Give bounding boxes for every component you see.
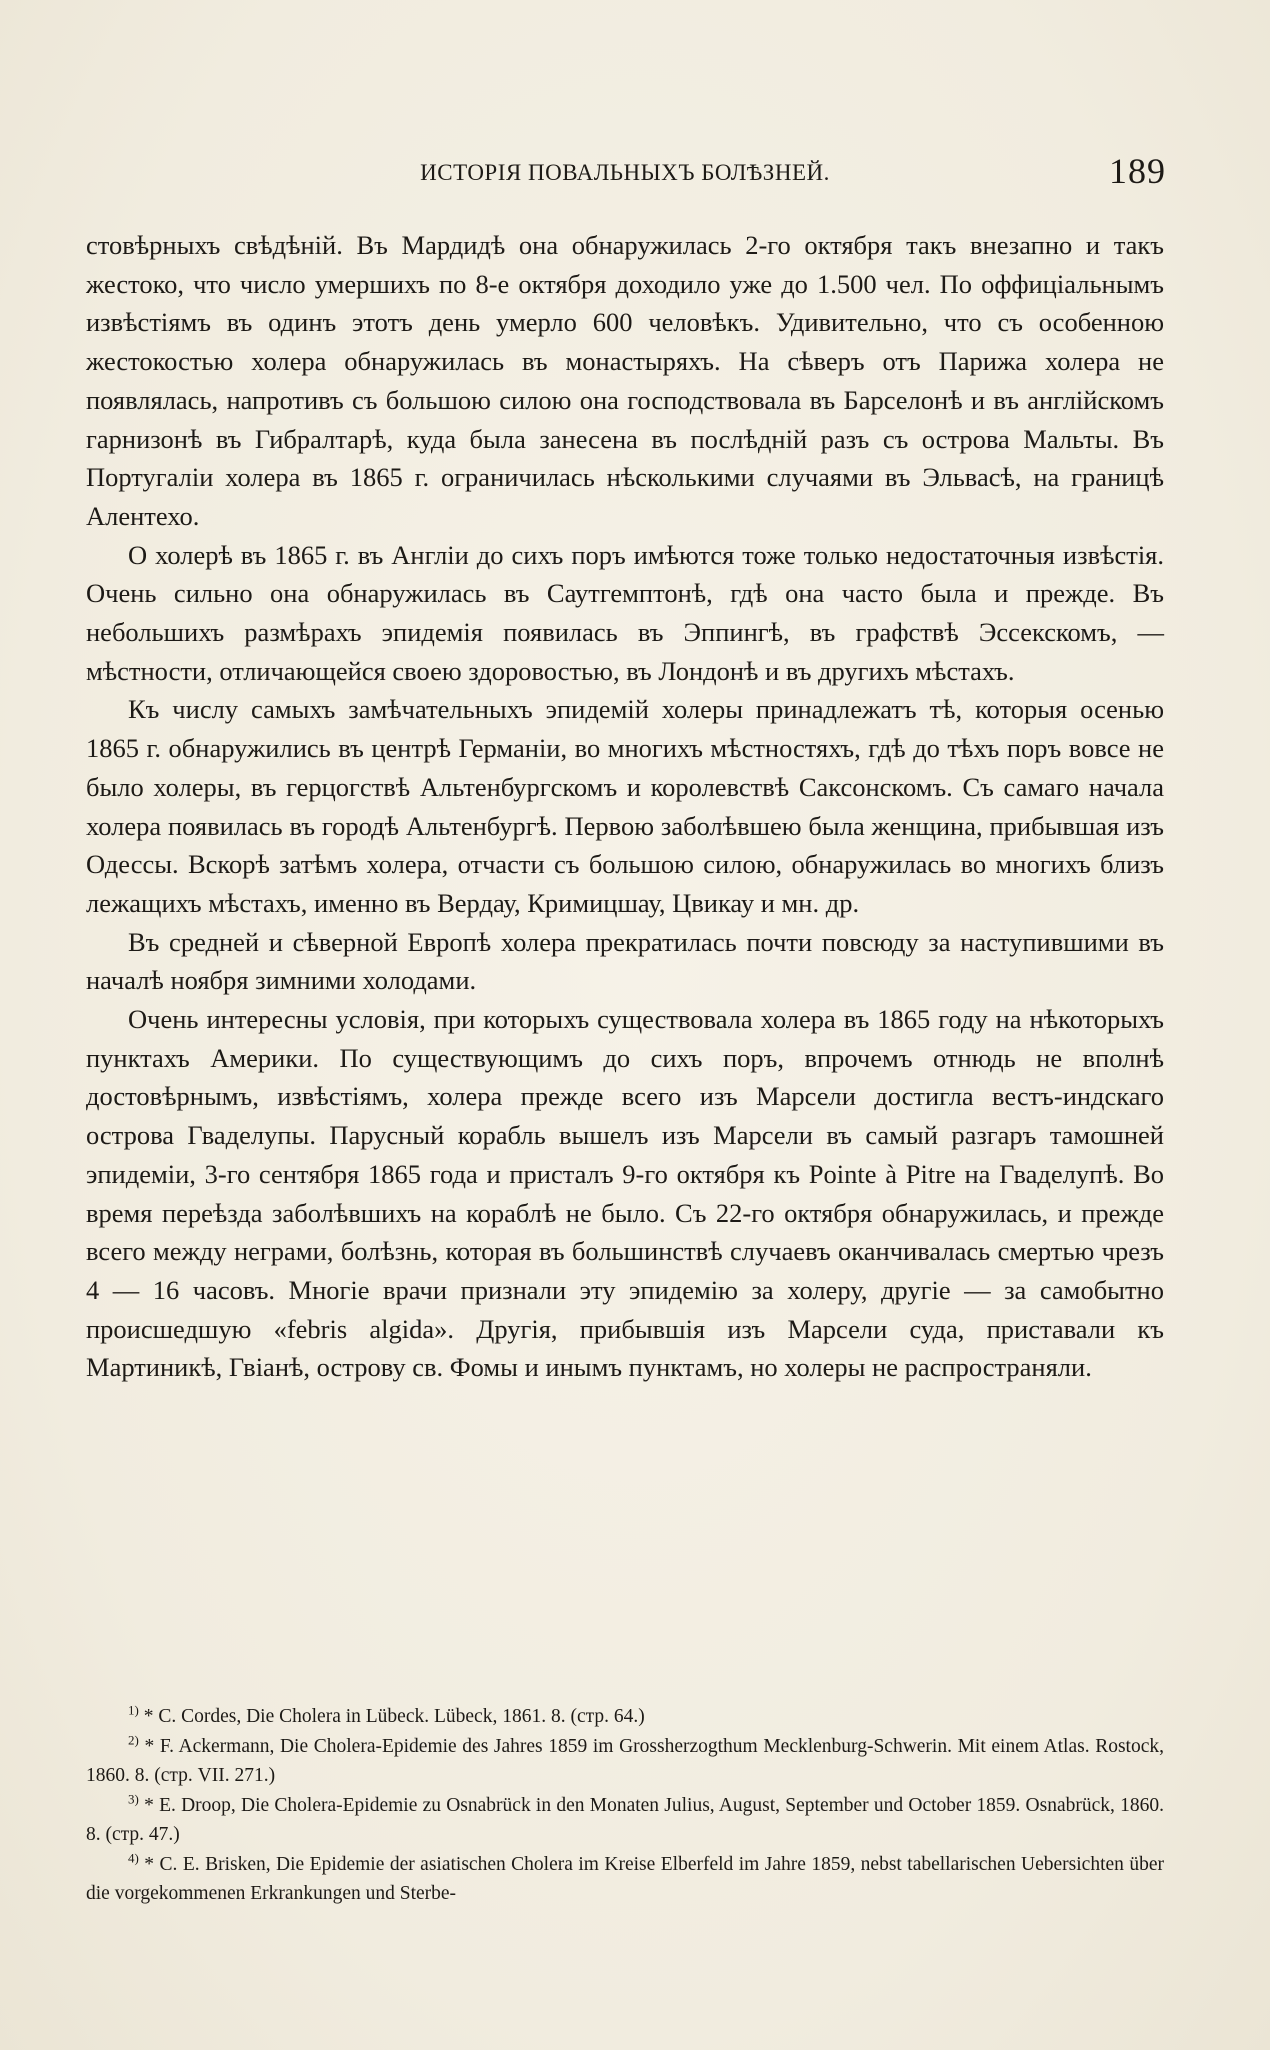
- footnote: [86, 1732, 1164, 1791]
- footnote-text: * E. Droop, Die Cholera-Epidemie zu Osnabrück in den Monaten Julius, August, September und October 1859. Osnabrück, 1860. 8. (стр. 47.): [86, 1794, 1164, 1845]
- paragraph: О холерѣ въ 1865 г. въ Англіи до сихъ поръ имѣются тоже только недостаточныя извѣстія. Очень сильно она обнаружилась въ Саутгемптонѣ, гдѣ она часто была и прежде. Въ небольшихъ размѣрахъ эпидемія появилась въ Эппингѣ, въ графствѣ Эссекскомъ, — мѣстности, отличающейся своею здоровостью, въ Лондонѣ и въ другихъ мѣстахъ.: [86, 539, 1164, 686]
- page-number: 189: [1109, 151, 1166, 191]
- footnotes: [86, 1702, 1164, 1909]
- footnote-text: * F. Ackermann, Die Cholera-Epidemie des Jahres 1859 im Grossherzogthum Mecklenburg-Schwerin. Mit einem Atlas. Rostock, 1860. 8. (стр. VII. 271.): [86, 1735, 1164, 1786]
- footnote-text: * C. Cordes, Die Cholera in Lübeck. Lübeck, 1861. 8. (стр. 64.): [143, 1706, 645, 1727]
- paragraph: Къ числу самыхъ замѣчательныхъ эпидемій холеры принадлежатъ тѣ, которыя осенью 1865 г. обнаружились въ центрѣ Германіи, во многихъ мѣстностяхъ, гдѣ до тѣхъ поръ вовсе не было холеры, въ герцогствѣ Альтенбургскомъ и королевствѣ Саксонскомъ. Съ самаго начала холера появилась въ городѣ Альтенбургѣ. Первою заболѣвшею была женщина, прибывшая изъ Одессы. Вскорѣ затѣмъ холера, отчасти съ большою силою, обнаружилась во многихъ близъ лежащихъ мѣстахъ, именно въ Вердау, Кримицшау, Цвикау и мн. др.: [86, 694, 1164, 918]
- running-title: ИСТОРІЯ ПОВАЛЬНЫХЪ БОЛѢЗНЕЙ.: [420, 160, 830, 185]
- footnote-mark: 4): [128, 1850, 139, 1865]
- footnote: [86, 1850, 1164, 1909]
- paragraph: Очень интересны условія, при которыхъ существовала холера въ 1865 году на нѣкоторыхъ пунктахъ Америки. По существующимъ до сихъ поръ, впрочемъ отнюдь не вполнѣ достовѣрнымъ, извѣстіямъ, холера прежде всего изъ Марсели достигла вестъ-индскаго острова Гваделупы. Парусный корабль вышелъ изъ Марсели въ самый разгаръ тамошней эпидеміи, 3-го сентября 1865 года и присталъ 9-го октября къ Pointe à Pitre на Гваделупѣ. Во время переѣзда заболѣвшихъ на кораблѣ не было. Съ 22-го октября обнаружилась, и прежде всего между неграми, болѣзнь, которая въ большинствѣ случаевъ оканчивалась смертью чрезъ 4 — 16 часовъ. Многіе врачи признали эту эпидемію за холеру, другіе — за самобытно происшедшую «febris algida». Другія, прибывшія изъ Марсели суда, приставали къ Мартиникѣ, Гвіанѣ, острову св. Фомы и инымъ пунктамъ, но холеры не распространяли.: [86, 1004, 1164, 1383]
- footnote-mark: 2): [128, 1732, 139, 1747]
- footnote: [86, 1702, 1164, 1732]
- paragraph: стовѣрныхъ свѣдѣній. Въ Мардидѣ она обнаружилась 2-го октября такъ внезапно и такъ жестоко, что число умершихъ по 8-е октября доходило уже до 1.500 чел. По оффиціальнымъ извѣстіямъ въ одинъ этотъ день умерло 600 человѣкъ. Удивительно, что съ особенною жестокостью холера обнаружилась въ монастыряхъ. На сѣверъ отъ Парижа холера не появлялась, напротивъ съ большою силою она господствовала въ Барселонѣ и въ англійскомъ гарнизонѣ въ Гибралтарѣ, куда была занесена въ послѣдній разъ съ острова Мальты. Въ Португаліи холера въ 1865 г. ограничилась нѣсколькими случаями въ Эльвасѣ, на границѣ Алентехо.: [86, 230, 1164, 531]
- footnote-mark: 1): [128, 1702, 139, 1718]
- footnote-mark: 3): [128, 1791, 139, 1806]
- body-text: [86, 226, 1164, 1387]
- footnote: [86, 1791, 1164, 1850]
- page-header: [84, 150, 1166, 200]
- footnote-text: * C. E. Brisken, Die Epidemie der asiatischen Cholera im Kreise Elberfeld im Jahre 1859, nebst tabellarischen Uebersichten über die vorgekommenen Erkrankungen und Sterbe-: [86, 1853, 1164, 1904]
- paragraph: Въ средней и сѣверной Европѣ холера прекратилась почти повсюду за наступившими въ началѣ ноября зимними холодами.: [86, 926, 1164, 996]
